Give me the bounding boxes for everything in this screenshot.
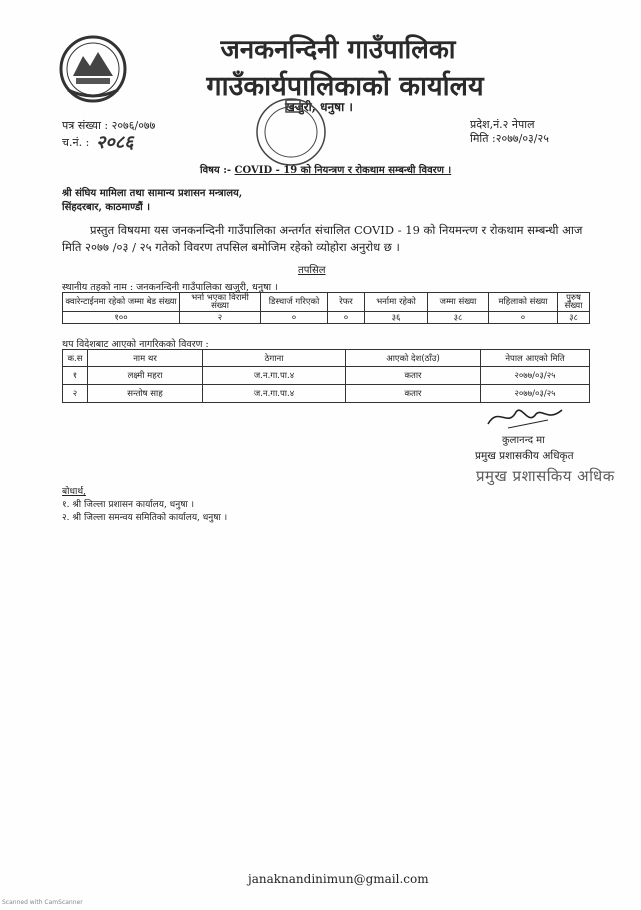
table-cell: ज.न.गा.पा.४ — [203, 385, 346, 403]
table-header: भर्नामा रहेको — [365, 293, 428, 312]
table-cell: कतार — [346, 367, 481, 385]
org-name-line2: गाउँकार्यपालिकाको कार्यालय — [206, 71, 484, 102]
table-header: नाम थर — [88, 350, 203, 367]
letter-date: मिति :२०७७/०३/२५ — [470, 132, 549, 145]
table-cell: १०० — [63, 312, 180, 324]
foreign-returnee-label: थप विदेशबाट आएको नागरिकको विवरण : — [62, 339, 209, 350]
org-address: खजुरी, धनुषा । — [285, 100, 353, 114]
table-cell: ० — [328, 312, 365, 324]
table-header: नेपाल आएको मिति — [481, 350, 590, 367]
table-row — [63, 312, 590, 324]
table-cell: २०७७/०३/२५ — [481, 367, 590, 385]
quarantine-table — [62, 292, 590, 324]
table-cell: लक्ष्मी महरा — [88, 367, 203, 385]
local-level-name: स्थानीय तहको नाम : जनकनन्दिनी गाउँपालिका खजुरी, धनुषा । — [62, 282, 278, 293]
foreign-returnee-table — [62, 349, 590, 403]
table-header: जम्मा संख्या — [428, 293, 489, 312]
table-row — [63, 367, 590, 385]
table-header: क्वारेन्टाईनमा रहेको जम्मा बेड संख्या — [63, 293, 180, 312]
body-paragraph-line1: प्रस्तुत विषयमा यस जनकनन्दिनी गाउँपालिका अन्तर्गत संचालित COVID - 19 को नियमन्त्ण र रोकथाम सम्बन्धी आज — [90, 223, 583, 237]
scanner-watermark: Scanned with CamScanner — [2, 899, 83, 906]
dispatch-number: २०८६ — [96, 132, 134, 153]
recipient-line1: श्री संघिय मामिला तथा सामान्य प्रशासन मन्त्रालय, — [62, 188, 243, 199]
cc-item: २. श्री जिल्ला समन्वय समितिको कार्यालय, धनुषा । — [62, 513, 228, 523]
signatory-stamp: प्रमुख प्रशासकिय अधिक — [476, 467, 615, 485]
table-header: क.स — [63, 350, 88, 367]
table-cell: ३८ — [558, 312, 590, 324]
tapsil-heading: तपसिल — [298, 265, 326, 276]
table-cell: २०७७/०३/२५ — [481, 385, 590, 403]
org-name-line1: जनकनन्दिनी गाउँपालिका — [220, 35, 456, 65]
table-header: ठेगाना — [203, 350, 346, 367]
dispatch-label: च.नं. : — [62, 136, 90, 149]
table-cell: ३८ — [428, 312, 489, 324]
table-cell: ३६ — [365, 312, 428, 324]
table-cell: १ — [63, 367, 88, 385]
table-header: पुरुष संख्या — [558, 293, 590, 312]
table-cell: २ — [63, 385, 88, 403]
table-cell: सन्तोष साह — [88, 385, 203, 403]
table-header: आएको देश(ठाँउ) — [346, 350, 481, 367]
office-stamp — [236, 96, 346, 168]
cc-label: बोधार्थ, — [62, 487, 86, 497]
table-header: भर्ना भएका विरामी संख्या — [180, 293, 261, 312]
signature-scribble — [478, 402, 568, 432]
province-label: प्रदेश,नं.२ नेपाल — [470, 118, 535, 131]
table-row — [63, 385, 590, 403]
recipient-line2: सिंहदरबार, काठमाण्डौं । — [62, 202, 151, 213]
table-cell: ज.न.गा.पा.४ — [203, 367, 346, 385]
cc-item: १. श्री जिल्ला प्रशासन कार्यालय, धनुषा । — [62, 500, 195, 510]
table-header-row — [63, 350, 590, 367]
subject-line — [200, 162, 451, 176]
body-paragraph-line2: मिति २०७७ /०३ / २५ गतेको विवरण तपसिल बमोजिम रहेको व्योहोरा अनुरोध छ । — [62, 240, 400, 254]
table-header-row — [63, 293, 590, 312]
letter-ref-number: पत्र संख्या : २०७६/०७७ — [62, 119, 156, 132]
table-cell: ० — [489, 312, 558, 324]
signatory-title: प्रमुख प्रशासकीय अधिकृत — [475, 450, 574, 462]
subject-text: COVID - 19 को नियन्त्रण र रोकथाम सम्बन्धी विवरण । — [234, 165, 452, 176]
signatory-name: कुलानन्द मा — [502, 435, 545, 446]
table-cell: कतार — [346, 385, 481, 403]
table-cell: २ — [180, 312, 261, 324]
table-header: रेफर — [328, 293, 365, 312]
nepal-emblem-logo — [58, 34, 128, 104]
subject-label: विषय :- — [200, 165, 232, 176]
table-header: डिस्चार्ज गरिएको — [261, 293, 328, 312]
table-header: महिलाको संख्या — [489, 293, 558, 312]
table-cell: ० — [261, 312, 328, 324]
footer-email: janaknandinimun@gmail.com — [248, 872, 429, 886]
